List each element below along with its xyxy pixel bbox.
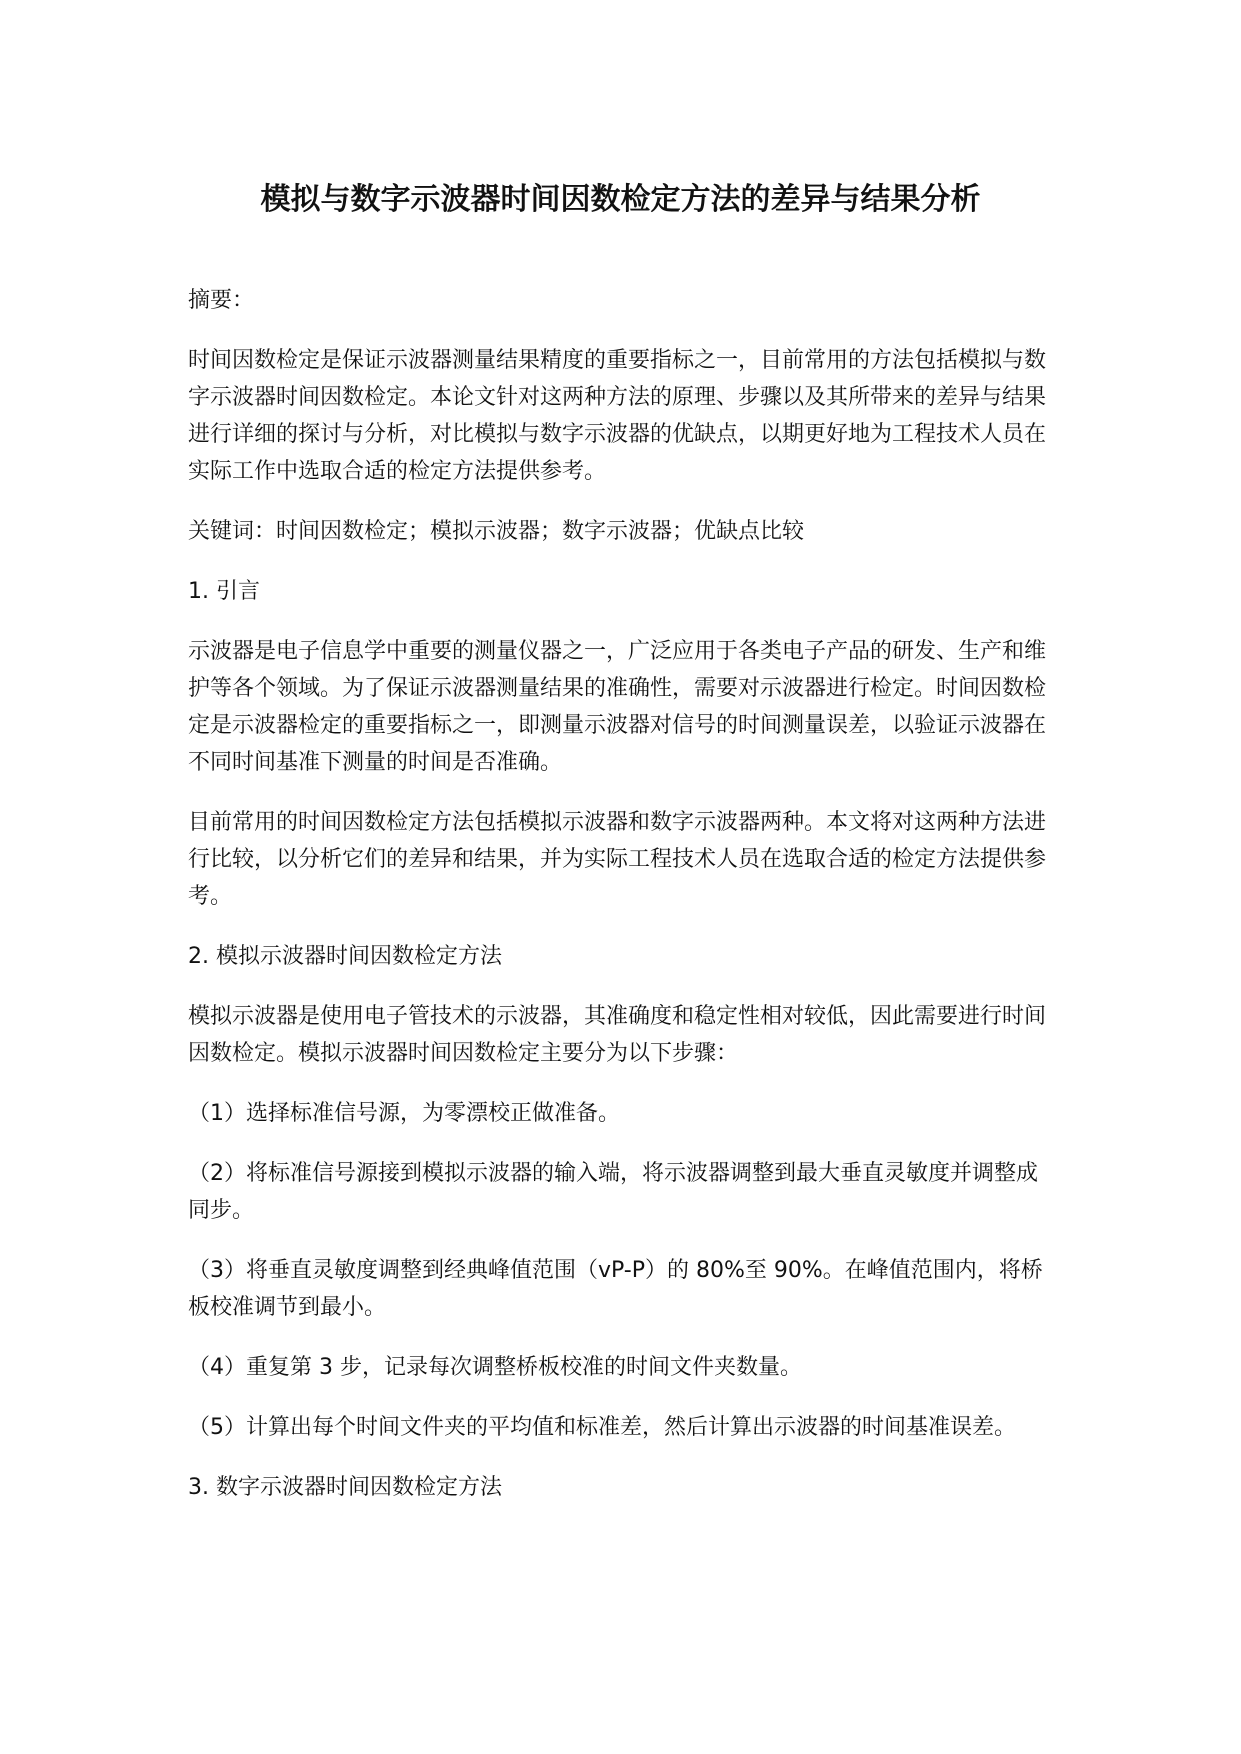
- paragraph: 模拟示波器是使用电子管技术的示波器，其准确度和稳定性相对较低，因此需要进行时间因数检定。模拟示波器时间因数检定主要分为以下步骤：: [188, 1004, 1047, 1066]
- step-item: （3）将垂直灵敏度调整到经典峰值范围（vP-P）的 80%至 90%。在峰值范围内，将桥板校准调节到最小。: [188, 1258, 1043, 1320]
- keywords: 关键词：时间因数检定；模拟示波器；数字示波器；优缺点比较: [188, 519, 805, 544]
- abstract-label: 摘要：: [188, 288, 255, 313]
- step-item: （4）重复第 3 步，记录每次调整桥板校准的时间文件夹数量。: [188, 1355, 802, 1380]
- paragraph: 示波器是电子信息学中重要的测量仪器之一，广泛应用于各类电子产品的研发、生产和维护等各个领域。为了保证示波器测量结果的准确性，需要对示波器进行检定。时间因数检定是示波器检定的重要指标之一，即测量示波器对信号的时间测量误差，以验证示波器在不同时间基准下测量的时间是否准确。: [188, 639, 1047, 775]
- section-heading-2: 2. 模拟示波器时间因数检定方法: [188, 944, 502, 969]
- section-heading-1: 1. 引言: [188, 579, 260, 604]
- paragraph: 目前常用的时间因数检定方法包括模拟示波器和数字示波器两种。本文将对这两种方法进行比较，以分析它们的差异和结果，并为实际工程技术人员在选取合适的检定方法提供参考。: [188, 810, 1047, 909]
- step-item: （1）选择标准信号源，为零漂校正做准备。: [188, 1101, 620, 1126]
- document-body: [188, 282, 1056, 1529]
- step-item: （2）将标准信号源接到模拟示波器的输入端，将示波器调整到最大垂直灵敏度并调整成同步。: [188, 1161, 1038, 1223]
- step-item: （5）计算出每个时间文件夹的平均值和标准差，然后计算出示波器的时间基准误差。: [188, 1415, 1016, 1440]
- abstract-text: 时间因数检定是保证示波器测量结果精度的重要指标之一，目前常用的方法包括模拟与数字示波器时间因数检定。本论文针对这两种方法的原理、步骤以及其所带来的差异与结果进行详细的探讨与分析，对比模拟与数字示波器的优缺点，以期更好地为工程技术人员在实际工作中选取合适的检定方法提供参考。: [188, 348, 1047, 484]
- section-heading-3: 3. 数字示波器时间因数检定方法: [188, 1475, 502, 1500]
- document-title: 模拟与数字示波器时间因数检定方法的差异与结果分析: [260, 182, 981, 217]
